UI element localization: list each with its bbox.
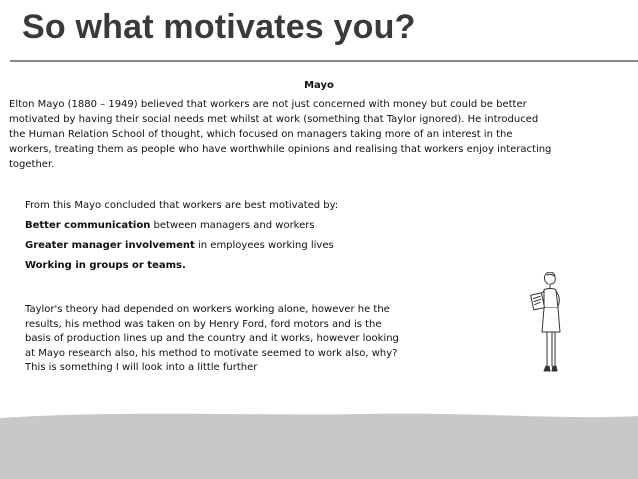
reflection-line: Taylor's theory had depended on workers working alone, however he the xyxy=(25,304,390,315)
reflection-line: at Mayo research also, his method to motivate seemed to work also, why? xyxy=(25,347,398,359)
point-item xyxy=(25,216,385,236)
point-rest: between managers and workers xyxy=(150,220,315,231)
reflection-line: basis of production lines up and the country and it works, however looking xyxy=(25,333,399,344)
intro-line: motivated by having their social needs met whilst at work (something that Taylor ignored). He introduced xyxy=(9,114,539,125)
intro-line: together. xyxy=(9,159,55,170)
reflection-box xyxy=(25,303,435,376)
point-item xyxy=(25,256,385,276)
point-bold: Better communication xyxy=(25,220,151,231)
conclusion-intro: From this Mayo concluded that workers are best motivated by: xyxy=(25,200,339,211)
point-bold: Greater manager involvement xyxy=(25,240,195,251)
reflection-line: This is something I will look into a little further xyxy=(25,362,258,373)
intro-paragraph xyxy=(9,97,609,172)
slide-title: So what motivates you? xyxy=(22,8,416,46)
point-bold: Working in groups or teams. xyxy=(25,260,186,271)
intro-line: the Human Relation School of thought, which focused on managers taking more of an interest in the xyxy=(9,129,513,140)
conclusion-box xyxy=(25,196,385,276)
reflection-line: results, his method was taken on by Henry Ford, ford motors and is the xyxy=(25,318,382,330)
point-rest: in employees working lives xyxy=(194,240,334,251)
intro-line: workers, treating them as people who have worthwhile opinions and realising that workers enjoy interacting xyxy=(9,144,552,155)
person-with-clipboard-illustration xyxy=(522,272,578,376)
point-item xyxy=(25,236,385,256)
section-heading-text: Mayo xyxy=(304,80,334,91)
section-heading xyxy=(0,80,638,91)
title-divider xyxy=(10,60,638,62)
intro-line: Elton Mayo (1880 – 1949) believed that workers are not just concerned with money but could be better xyxy=(9,99,527,110)
footer-wave-decoration xyxy=(0,410,638,479)
